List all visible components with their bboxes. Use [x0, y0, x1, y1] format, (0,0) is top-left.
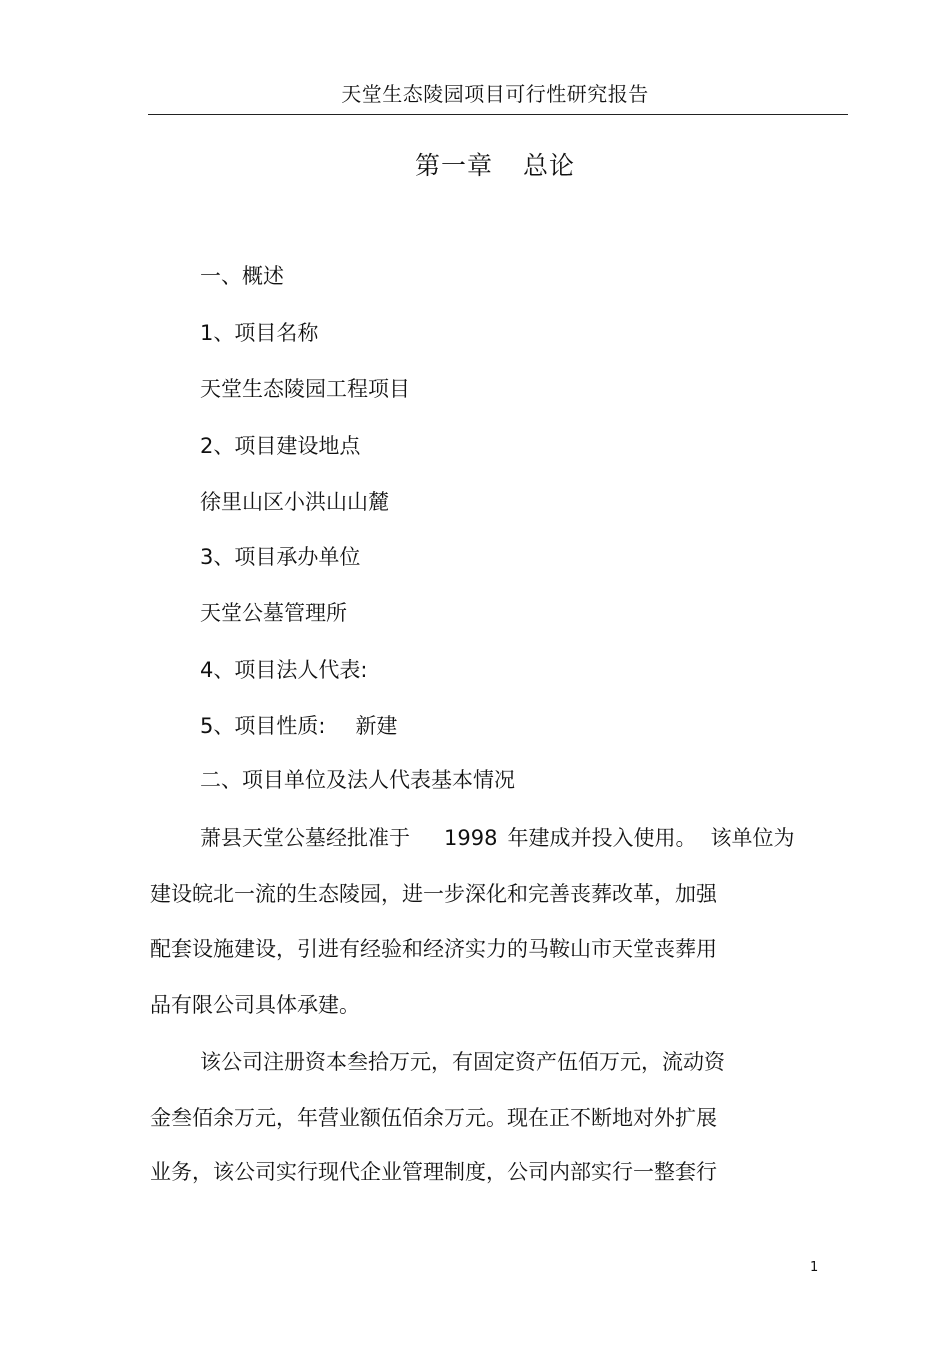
item-project-organizer-label: 3、项目承办单位 — [200, 545, 361, 569]
paragraph-1-line-2: 建设皖北一流的生态陵园，进一步深化和完善丧葬改革，加强 — [150, 882, 717, 906]
item-project-location-value: 徐里山区小洪山山麓 — [200, 490, 389, 514]
section-heading-overview: 一、概述 — [200, 264, 284, 288]
p1-text-a: 萧县天堂公墓经批准于 — [200, 826, 410, 850]
item-project-name-value: 天堂生态陵园工程项目 — [200, 377, 410, 401]
paragraph-1-line-1 — [200, 823, 794, 853]
paragraph-2-line-3: 业务，该公司实行现代企业管理制度，公司内部实行一整套行 — [150, 1160, 717, 1184]
chapter-title — [0, 146, 950, 182]
paragraph-2-line-2: 金叁佰余万元，年营业额伍佰余万元。现在正不断地对外扩展 — [150, 1106, 717, 1130]
item-project-nature — [200, 711, 397, 741]
chapter-label: 第一章 — [414, 151, 493, 180]
paragraph-2-line-1: 该公司注册资本叁拾万元，有固定资产伍佰万元，流动资 — [200, 1050, 725, 1074]
p1-text-c: 该单位为 — [710, 826, 795, 850]
item-project-location-label: 2、项目建设地点 — [200, 434, 361, 458]
item-project-organizer-value: 天堂公墓管理所 — [200, 601, 347, 625]
page-number: 1 — [810, 1260, 819, 1275]
item-project-name-label: 1、项目名称 — [200, 321, 319, 345]
header-rule — [148, 114, 848, 115]
section-heading-unit-info: 二、项目单位及法人代表基本情况 — [200, 768, 515, 792]
running-header: 天堂生态陵园项目可行性研究报告 — [341, 82, 649, 106]
item-project-nature-value: 新建 — [355, 714, 398, 738]
paragraph-1-line-3: 配套设施建设，引进有经验和经济实力的马鞍山市天堂丧葬用 — [150, 937, 717, 961]
item-legal-representative-label: 4、项目法人代表: — [200, 658, 368, 682]
p1-text-b: 年建成并投入使用。 — [507, 826, 697, 850]
paragraph-1-line-4: 品有限公司具体承建。 — [150, 993, 360, 1017]
chapter-name: 总论 — [523, 151, 576, 180]
item-project-nature-label: 5、项目性质: — [200, 714, 326, 738]
p1-year: 1998 — [444, 826, 498, 850]
